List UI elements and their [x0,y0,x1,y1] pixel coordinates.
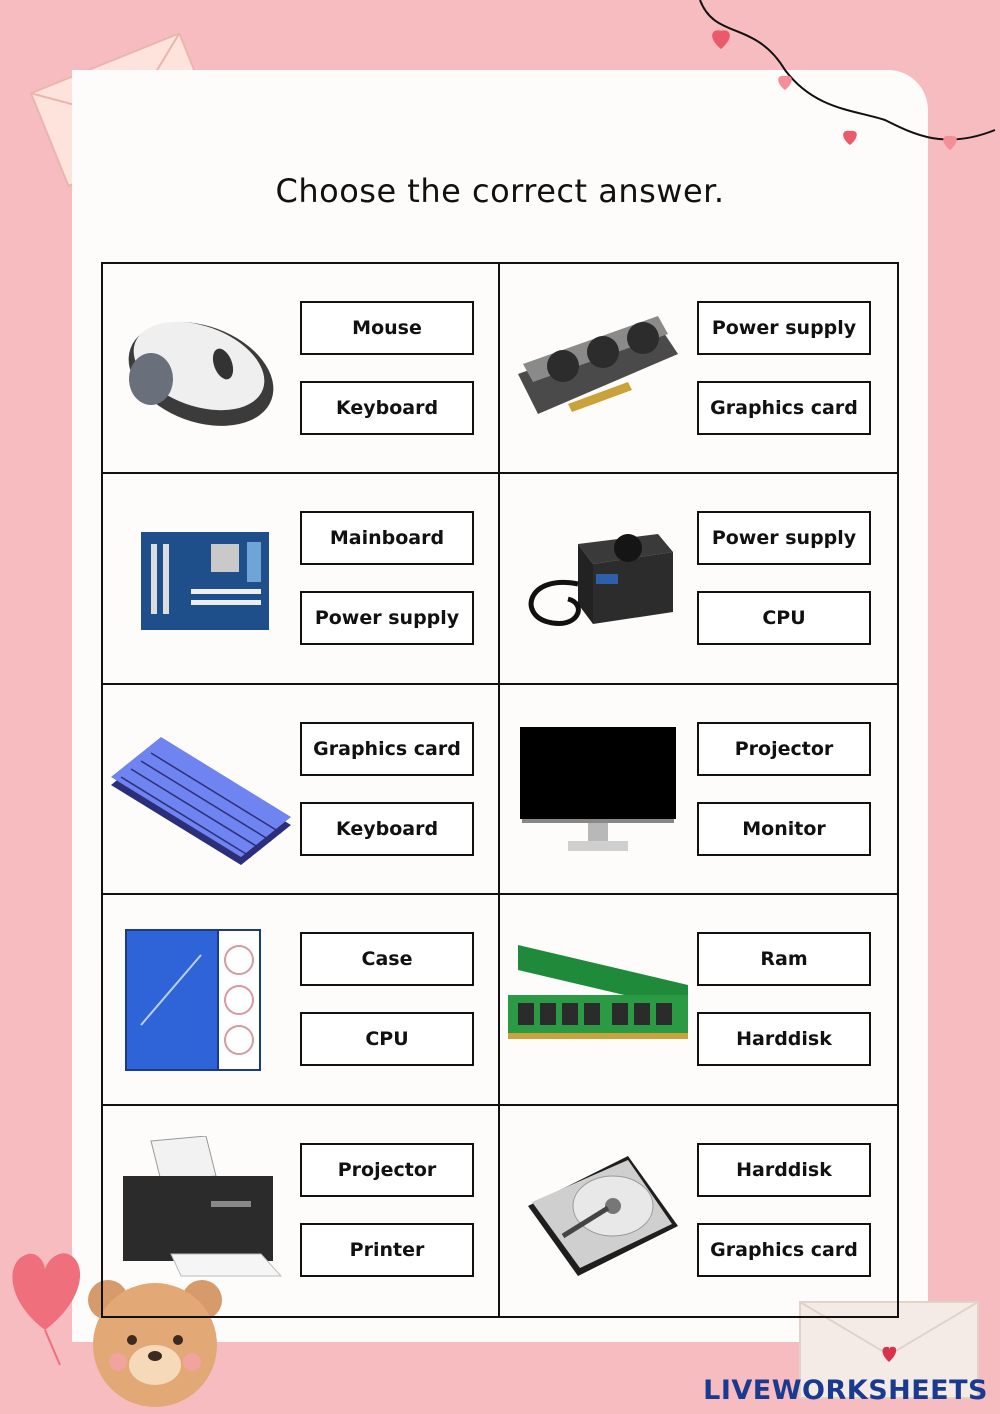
answer-option-button[interactable]: Printer [300,1223,474,1277]
answer-option-button[interactable]: Keyboard [300,381,474,435]
answer-option-button[interactable]: Power supply [697,301,871,355]
answer-option-button[interactable]: CPU [300,1012,474,1066]
answer-option-button[interactable]: Ram [697,932,871,986]
liveworksheets-logo: LIVEWORKSHEETS [703,1375,988,1406]
graphics-card-icon [508,294,688,444]
question-cell [103,474,500,684]
question-cell [500,685,897,895]
question-cell [500,895,897,1105]
harddisk-icon [508,1136,688,1286]
answer-option-button[interactable]: Graphics card [300,722,474,776]
answer-option-button[interactable]: Graphics card [697,1223,871,1277]
answer-option-button[interactable]: CPU [697,591,871,645]
computer-case-icon [111,925,291,1075]
answer-option-button[interactable]: Projector [697,722,871,776]
question-cell [500,264,897,474]
answer-option-button[interactable]: Projector [300,1143,474,1197]
mouse-icon [111,294,291,444]
answer-option-button[interactable]: Power supply [300,591,474,645]
keyboard-icon [111,715,291,865]
question-cell [500,474,897,684]
ram-icon [508,925,688,1075]
answer-option-button[interactable]: Graphics card [697,381,871,435]
question-cell [103,1106,500,1316]
answer-option-button[interactable]: Keyboard [300,802,474,856]
printer-icon [111,1136,291,1286]
question-cell [103,895,500,1105]
answer-option-button[interactable]: Mainboard [300,511,474,565]
monitor-icon [508,715,688,865]
answer-option-button[interactable]: Monitor [697,802,871,856]
answer-option-button[interactable]: Harddisk [697,1012,871,1066]
answer-option-button[interactable]: Power supply [697,511,871,565]
worksheet-title: Choose the correct answer. [275,172,725,210]
answer-option-button[interactable]: Case [300,932,474,986]
heart-balloon-icon [0,1240,90,1370]
answer-option-button[interactable]: Mouse [300,301,474,355]
answer-grid [101,262,899,1318]
string-hearts-icon [695,0,1000,160]
question-cell [103,685,500,895]
power-supply-icon [508,504,688,654]
answer-option-button[interactable]: Harddisk [697,1143,871,1197]
mainboard-icon [111,504,291,654]
question-cell [500,1106,897,1316]
question-cell [103,264,500,474]
